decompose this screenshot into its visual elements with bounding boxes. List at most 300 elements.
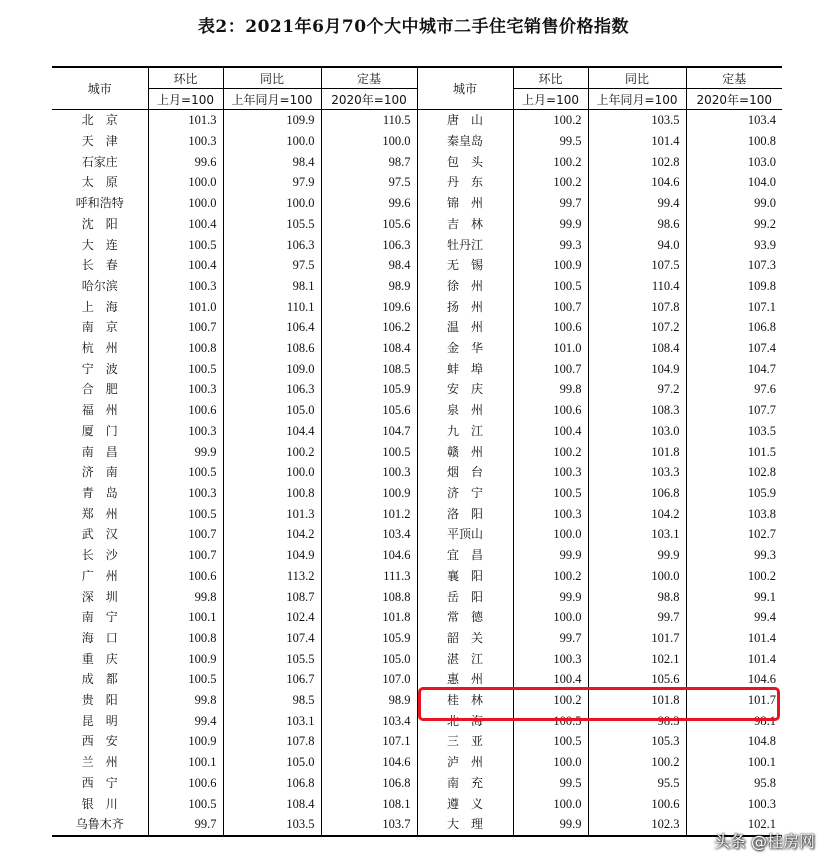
- mom-value: 100.6: [513, 317, 588, 338]
- fixed-value: 99.1: [686, 586, 782, 607]
- fixed-value: 108.8: [321, 586, 417, 607]
- fixed-value: 97.5: [321, 172, 417, 193]
- yoy-value: 101.7: [588, 628, 686, 649]
- city-name: 天 津: [81, 134, 118, 149]
- yoy-value: 95.5: [588, 773, 686, 794]
- city-name: 北 海: [417, 710, 513, 731]
- fixed-value: 109.6: [321, 296, 417, 317]
- yoy-value: 100.8: [223, 483, 321, 504]
- table-row: [52, 503, 782, 524]
- yoy-value: 94.0: [588, 234, 686, 255]
- fixed-value: 105.0: [321, 648, 417, 669]
- yoy-value: 99.9: [588, 545, 686, 566]
- fixed-value: 104.0: [686, 172, 782, 193]
- fixed-value: 100.1: [686, 752, 782, 773]
- city-name: 济 南: [81, 465, 118, 480]
- fixed-value: 100.2: [686, 565, 782, 586]
- mom-value: 99.9: [513, 814, 588, 836]
- yoy-value: 100.0: [223, 131, 321, 152]
- city-name: 赣 州: [417, 441, 513, 462]
- mom-value: 100.5: [148, 358, 223, 379]
- city-name: 贵 阳: [81, 693, 118, 708]
- fixed-value: 108.4: [321, 338, 417, 359]
- yoy-value: 103.5: [588, 110, 686, 131]
- mom-value: 100.7: [148, 317, 223, 338]
- yoy-value: 106.4: [223, 317, 321, 338]
- yoy-value: 97.9: [223, 172, 321, 193]
- fixed-value: 106.8: [686, 317, 782, 338]
- fixed-value: 107.0: [321, 669, 417, 690]
- fixed-value: 110.5: [321, 110, 417, 131]
- fixed-value: 101.7: [686, 690, 782, 711]
- mom-value: 100.7: [148, 524, 223, 545]
- yoy-value: 106.8: [223, 773, 321, 794]
- fixed-value: 99.2: [686, 214, 782, 235]
- yoy-value: 101.4: [588, 131, 686, 152]
- fixed-value: 101.4: [686, 648, 782, 669]
- table-row: [52, 276, 782, 297]
- header-fixed-right: 定基: [686, 67, 782, 89]
- city-name: 深 圳: [81, 589, 118, 604]
- yoy-value: 107.2: [588, 317, 686, 338]
- fixed-value: 107.4: [686, 338, 782, 359]
- yoy-value: 98.5: [223, 690, 321, 711]
- table-row: [52, 607, 782, 628]
- fixed-value: 98.1: [686, 710, 782, 731]
- fixed-value: 106.8: [321, 773, 417, 794]
- mom-value: 99.5: [513, 773, 588, 794]
- city-name: 石家庄: [81, 154, 118, 169]
- mom-value: 100.4: [513, 421, 588, 442]
- yoy-value: 99.7: [588, 607, 686, 628]
- table-row: [52, 296, 782, 317]
- city-name: 南 昌: [81, 444, 118, 459]
- yoy-value: 104.2: [223, 524, 321, 545]
- table-row: [52, 483, 782, 504]
- city-name: 三 亚: [417, 731, 513, 752]
- header-mom-left: 环比: [148, 67, 223, 89]
- mom-value: 100.0: [513, 607, 588, 628]
- yoy-value: 105.5: [223, 214, 321, 235]
- fixed-value: 103.4: [321, 710, 417, 731]
- city-name: 九 江: [417, 421, 513, 442]
- city-name: 长 沙: [81, 548, 118, 563]
- yoy-value: 100.0: [223, 462, 321, 483]
- city-name: 海 口: [81, 630, 118, 645]
- table-header: [52, 67, 782, 110]
- table-row: [52, 648, 782, 669]
- city-name: 牡丹江: [417, 234, 513, 255]
- yoy-value: 106.7: [223, 669, 321, 690]
- mom-value: 101.3: [148, 110, 223, 131]
- mom-value: 100.5: [148, 462, 223, 483]
- fixed-value: 99.0: [686, 193, 782, 214]
- mom-value: 100.8: [148, 628, 223, 649]
- city-name: 遵 义: [417, 793, 513, 814]
- mom-value: 100.6: [148, 773, 223, 794]
- table-title: 表2：2021年6月70个大中城市二手住宅销售价格指数: [197, 17, 630, 37]
- city-name: 青 岛: [81, 486, 118, 500]
- mom-value: 100.3: [148, 421, 223, 442]
- table-row: [52, 400, 782, 421]
- fixed-value: 101.8: [321, 607, 417, 628]
- table-row: [52, 379, 782, 400]
- mom-value: 100.5: [513, 731, 588, 752]
- fixed-value: 100.3: [686, 793, 782, 814]
- yoy-value: 98.1: [223, 276, 321, 297]
- yoy-value: 104.2: [588, 503, 686, 524]
- yoy-value: 106.8: [588, 483, 686, 504]
- fixed-value: 107.3: [686, 255, 782, 276]
- fixed-value: 100.8: [686, 131, 782, 152]
- mom-value: 99.9: [513, 214, 588, 235]
- mom-value: 99.9: [513, 586, 588, 607]
- table-row: [52, 131, 782, 152]
- yoy-value: 97.2: [588, 379, 686, 400]
- fixed-value: 98.9: [321, 690, 417, 711]
- city-name: 南 充: [417, 773, 513, 794]
- table-row: [52, 151, 782, 172]
- table-row: [52, 214, 782, 235]
- mom-value: 100.2: [513, 690, 588, 711]
- table-row: [52, 255, 782, 276]
- yoy-value: 100.2: [223, 441, 321, 462]
- fixed-value: 100.5: [321, 441, 417, 462]
- city-name: 金 华: [417, 338, 513, 359]
- mom-value: 100.1: [148, 607, 223, 628]
- header-fixed-left: 定基: [321, 67, 417, 89]
- mom-value: 100.5: [148, 234, 223, 255]
- yoy-value: 105.3: [588, 731, 686, 752]
- city-name: 北 京: [81, 113, 118, 128]
- city-name: 昆 明: [81, 713, 118, 728]
- fixed-value: 101.4: [686, 628, 782, 649]
- fixed-value: 104.8: [686, 731, 782, 752]
- yoy-value: 105.0: [223, 752, 321, 773]
- city-name: 韶 关: [417, 628, 513, 649]
- city-name: 岳 阳: [417, 586, 513, 607]
- mom-value: 100.5: [513, 710, 588, 731]
- city-name: 福 州: [81, 403, 118, 418]
- fixed-value: 105.6: [321, 214, 417, 235]
- yoy-value: 100.0: [223, 193, 321, 214]
- yoy-value: 105.0: [223, 400, 321, 421]
- fixed-value: 107.1: [321, 731, 417, 752]
- yoy-value: 97.5: [223, 255, 321, 276]
- mom-value: 99.7: [148, 814, 223, 836]
- yoy-value: 98.3: [588, 710, 686, 731]
- city-name: 扬 州: [417, 296, 513, 317]
- mom-value: 100.5: [148, 669, 223, 690]
- table-row: [52, 773, 782, 794]
- mom-value: 100.3: [148, 483, 223, 504]
- yoy-value: 104.6: [588, 172, 686, 193]
- yoy-value: 109.0: [223, 358, 321, 379]
- city-name: 武 汉: [81, 527, 118, 542]
- city-name: 襄 阳: [417, 565, 513, 586]
- table-row: [52, 358, 782, 379]
- fixed-value: 105.9: [686, 483, 782, 504]
- fixed-value: 103.8: [686, 503, 782, 524]
- table-row: [52, 814, 782, 836]
- city-name: 西 宁: [81, 775, 118, 790]
- mom-value: 100.2: [513, 110, 588, 131]
- yoy-value: 110.4: [588, 276, 686, 297]
- mom-value: 100.9: [148, 731, 223, 752]
- yoy-value: 108.3: [588, 400, 686, 421]
- mom-value: 101.0: [513, 338, 588, 359]
- city-name: 郑 州: [81, 506, 118, 521]
- city-name: 常 德: [417, 607, 513, 628]
- fixed-value: 95.8: [686, 773, 782, 794]
- header-yoy-right: 同比: [588, 67, 686, 89]
- fixed-value: 103.7: [321, 814, 417, 836]
- fixed-value: 101.5: [686, 441, 782, 462]
- yoy-value: 103.1: [223, 710, 321, 731]
- fixed-value: 93.9: [686, 234, 782, 255]
- highlight-box: [418, 687, 780, 721]
- mom-value: 100.5: [148, 793, 223, 814]
- city-name: 兰 州: [81, 755, 118, 770]
- fixed-value: 99.6: [321, 193, 417, 214]
- header-mom-base-right: 上月=100: [513, 89, 588, 110]
- mom-value: 100.4: [513, 669, 588, 690]
- city-name: 唐 山: [417, 110, 513, 131]
- city-name: 湛 江: [417, 648, 513, 669]
- table-row: [52, 545, 782, 566]
- mom-value: 100.7: [148, 545, 223, 566]
- fixed-value: 104.6: [686, 669, 782, 690]
- fixed-value: 98.7: [321, 151, 417, 172]
- fixed-value: 100.3: [321, 462, 417, 483]
- yoy-value: 110.1: [223, 296, 321, 317]
- city-name: 南 宁: [81, 610, 118, 625]
- yoy-value: 104.9: [223, 545, 321, 566]
- fixed-value: 106.3: [321, 234, 417, 255]
- mom-value: 99.3: [513, 234, 588, 255]
- mom-value: 100.3: [148, 276, 223, 297]
- city-name: 锦 州: [417, 193, 513, 214]
- mom-value: 100.2: [513, 172, 588, 193]
- city-name: 厦 门: [81, 423, 118, 438]
- yoy-value: 98.4: [223, 151, 321, 172]
- city-name: 乌鲁木齐: [75, 817, 124, 832]
- header-mom-base-left: 上月=100: [148, 89, 223, 110]
- mom-value: 100.6: [148, 400, 223, 421]
- mom-value: 101.0: [148, 296, 223, 317]
- fixed-value: 106.2: [321, 317, 417, 338]
- yoy-value: 108.7: [223, 586, 321, 607]
- city-name: 南 京: [81, 320, 118, 335]
- yoy-value: 98.8: [588, 586, 686, 607]
- yoy-value: 100.2: [588, 752, 686, 773]
- yoy-value: 107.5: [588, 255, 686, 276]
- fixed-value: 105.9: [321, 379, 417, 400]
- fixed-value: 102.8: [686, 462, 782, 483]
- yoy-value: 102.1: [588, 648, 686, 669]
- yoy-value: 102.4: [223, 607, 321, 628]
- yoy-value: 109.9: [223, 110, 321, 131]
- yoy-value: 103.1: [588, 524, 686, 545]
- city-name: 长 春: [81, 258, 118, 273]
- city-name: 沈 阳: [81, 216, 118, 231]
- table-row: [52, 317, 782, 338]
- mom-value: 100.2: [513, 151, 588, 172]
- yoy-value: 101.3: [223, 503, 321, 524]
- yoy-value: 103.3: [588, 462, 686, 483]
- yoy-value: 113.2: [223, 565, 321, 586]
- mom-value: 100.0: [513, 524, 588, 545]
- mom-value: 100.9: [513, 255, 588, 276]
- mom-value: 100.8: [148, 338, 223, 359]
- yoy-value: 106.3: [223, 234, 321, 255]
- fixed-value: 98.9: [321, 276, 417, 297]
- table-row: [52, 524, 782, 545]
- fixed-value: 109.8: [686, 276, 782, 297]
- yoy-value: 103.0: [588, 421, 686, 442]
- fixed-value: 104.7: [686, 358, 782, 379]
- yoy-value: 105.5: [223, 648, 321, 669]
- header-yoy-left: 同比: [223, 67, 321, 89]
- yoy-value: 107.8: [223, 731, 321, 752]
- yoy-value: 98.6: [588, 214, 686, 235]
- yoy-value: 102.8: [588, 151, 686, 172]
- city-name: 成 都: [81, 672, 118, 687]
- fixed-value: 107.1: [686, 296, 782, 317]
- fixed-value: 103.0: [686, 151, 782, 172]
- yoy-value: 104.4: [223, 421, 321, 442]
- fixed-value: 108.1: [321, 793, 417, 814]
- yoy-value: 107.8: [588, 296, 686, 317]
- header-fixed-base-right: 2020年=100: [686, 89, 782, 110]
- fixed-value: 100.0: [321, 131, 417, 152]
- yoy-value: 108.6: [223, 338, 321, 359]
- mom-value: 100.5: [148, 503, 223, 524]
- mom-value: 100.5: [513, 483, 588, 504]
- mom-value: 100.0: [148, 193, 223, 214]
- mom-value: 100.0: [513, 793, 588, 814]
- city-name: 合 肥: [81, 382, 118, 397]
- mom-value: 100.5: [513, 276, 588, 297]
- city-name: 安 庆: [417, 379, 513, 400]
- mom-value: 100.3: [148, 131, 223, 152]
- yoy-value: 108.4: [223, 793, 321, 814]
- fixed-value: 103.4: [686, 110, 782, 131]
- mom-value: 100.0: [148, 172, 223, 193]
- yoy-value: 108.4: [588, 338, 686, 359]
- city-name: 宜 昌: [417, 545, 513, 566]
- city-name: 泉 州: [417, 400, 513, 421]
- table-row: [52, 586, 782, 607]
- header-city-left: 城市: [87, 82, 112, 96]
- city-name: 徐 州: [417, 276, 513, 297]
- city-name: 桂 林: [417, 690, 513, 711]
- city-name: 西 安: [81, 734, 118, 749]
- mom-value: 100.7: [513, 358, 588, 379]
- fixed-value: 99.4: [686, 607, 782, 628]
- city-name: 太 原: [81, 175, 118, 190]
- city-name: 大 连: [81, 237, 118, 252]
- city-name: 哈尔滨: [81, 278, 118, 293]
- yoy-value: 107.4: [223, 628, 321, 649]
- city-name: 泸 州: [417, 752, 513, 773]
- table-row: [52, 752, 782, 773]
- yoy-value: 102.3: [588, 814, 686, 836]
- table-row: [52, 172, 782, 193]
- header-yoy-base-right: 上年同月=100: [588, 89, 686, 110]
- city-name: 宁 波: [81, 361, 118, 376]
- fixed-value: 102.1: [686, 814, 782, 836]
- mom-value: 100.6: [513, 400, 588, 421]
- city-name: 惠 州: [417, 669, 513, 690]
- table-row: [52, 441, 782, 462]
- city-name: 温 州: [417, 317, 513, 338]
- fixed-value: 103.4: [321, 524, 417, 545]
- price-index-table: [52, 66, 782, 837]
- mom-value: 100.2: [513, 565, 588, 586]
- mom-value: 99.8: [148, 586, 223, 607]
- city-name: 大 理: [417, 814, 513, 836]
- header-mom-right: 环比: [513, 67, 588, 89]
- city-name: 上 海: [81, 299, 118, 314]
- fixed-value: 108.5: [321, 358, 417, 379]
- mom-value: 100.3: [513, 648, 588, 669]
- yoy-value: 106.3: [223, 379, 321, 400]
- mom-value: 100.7: [513, 296, 588, 317]
- city-name: 银 川: [81, 796, 118, 811]
- mom-value: 100.9: [148, 648, 223, 669]
- yoy-value: 101.8: [588, 690, 686, 711]
- city-name: 重 庆: [81, 651, 118, 666]
- table-row: [52, 462, 782, 483]
- mom-value: 99.9: [513, 545, 588, 566]
- table-row: [52, 110, 782, 131]
- fixed-value: 101.2: [321, 503, 417, 524]
- fixed-value: 98.4: [321, 255, 417, 276]
- fixed-value: 102.7: [686, 524, 782, 545]
- city-name: 包 头: [417, 151, 513, 172]
- mom-value: 99.7: [513, 193, 588, 214]
- mom-value: 99.5: [513, 131, 588, 152]
- table-row: [52, 193, 782, 214]
- yoy-value: 100.0: [588, 565, 686, 586]
- table-row: [52, 731, 782, 752]
- city-name: 洛 阳: [417, 503, 513, 524]
- table-row: [52, 565, 782, 586]
- header-city-right: 城市: [417, 67, 513, 110]
- city-name: 广 州: [81, 568, 118, 583]
- fixed-value: 107.7: [686, 400, 782, 421]
- city-name: 平顶山: [417, 524, 513, 545]
- fixed-value: 103.5: [686, 421, 782, 442]
- fixed-value: 111.3: [321, 565, 417, 586]
- yoy-value: 105.6: [588, 669, 686, 690]
- table-row: [52, 234, 782, 255]
- header-yoy-base-left: 上年同月=100: [223, 89, 321, 110]
- mom-value: 100.6: [148, 565, 223, 586]
- table-row: [52, 793, 782, 814]
- fixed-value: 104.6: [321, 752, 417, 773]
- yoy-value: 99.4: [588, 193, 686, 214]
- fixed-value: 104.7: [321, 421, 417, 442]
- mom-value: 100.2: [513, 441, 588, 462]
- mom-value: 99.9: [148, 441, 223, 462]
- mom-value: 100.3: [148, 379, 223, 400]
- city-name: 蚌 埠: [417, 358, 513, 379]
- yoy-value: 103.5: [223, 814, 321, 836]
- city-name: 丹 东: [417, 172, 513, 193]
- yoy-value: 101.8: [588, 441, 686, 462]
